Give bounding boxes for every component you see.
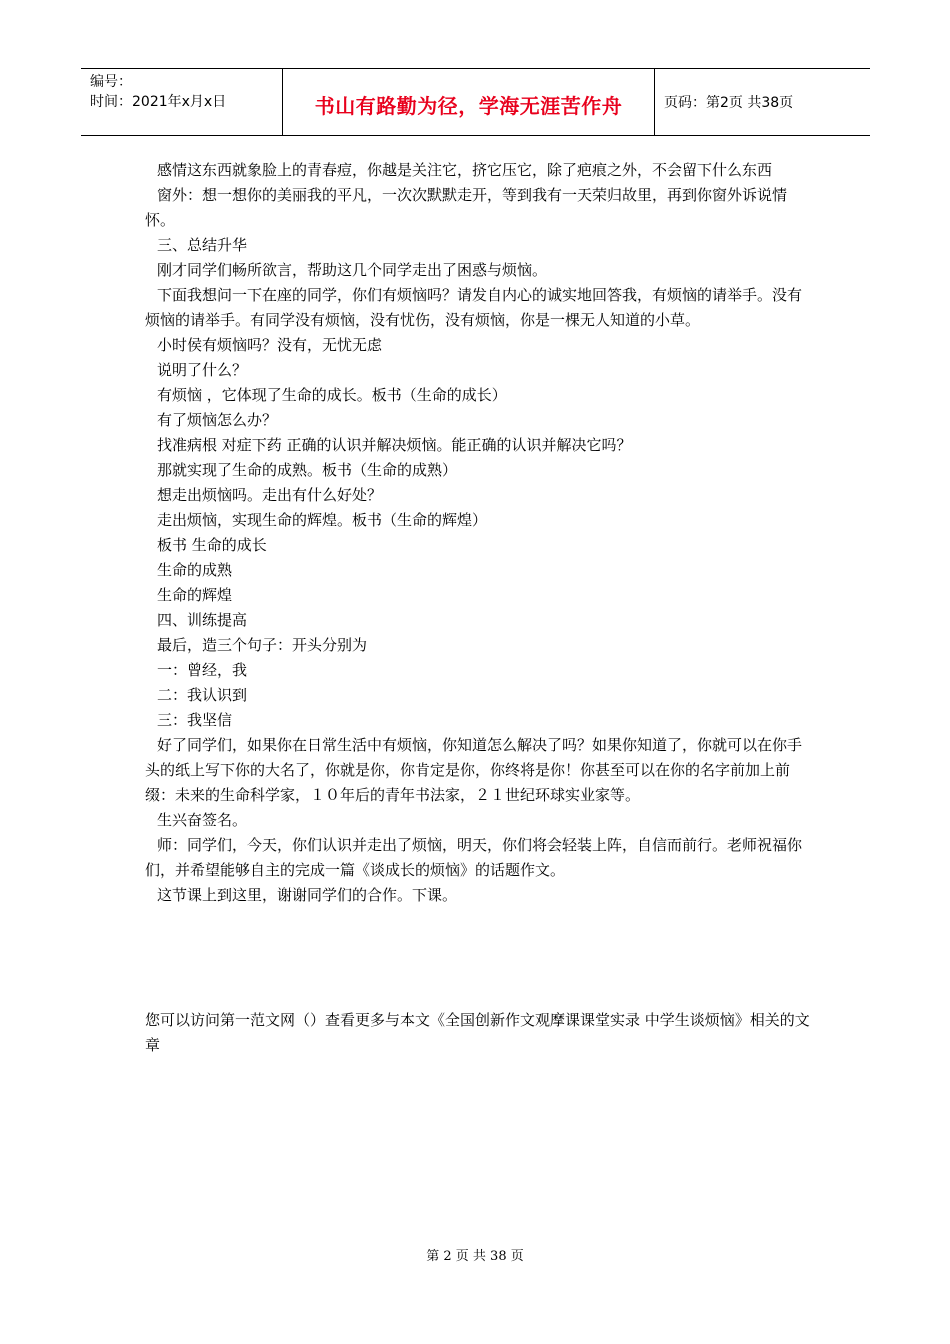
paragraph: 生命的成熟 <box>157 561 233 579</box>
header-page-info: 页码：第2页 共38页 <box>664 95 794 111</box>
document-header <box>81 68 870 136</box>
section-heading: 四、训练提高 <box>157 611 248 629</box>
number-label: 编号： <box>90 74 132 90</box>
paragraph: 有了烦恼怎么办？ <box>157 411 278 429</box>
paragraph: 板书 生命的成长 <box>157 536 267 554</box>
paragraph: 那就实现了生命的成熟。板书（生命的成熟） <box>157 461 458 479</box>
paragraph: 感情这东西就象脸上的青春痘，你越是关注它，挤它压它，除了疤痕之外，不会留下什么东西 <box>157 161 773 179</box>
paragraph: 刚才同学们畅所欲言，帮助这几个同学走出了困惑与烦恼。 <box>157 261 548 279</box>
paragraph: 好了同学们，如果你在日常生活中有烦恼，你知道怎么解决了吗？如果你知道了，你就可以在你手头的纸上写下你的大名了，你就是你，你肯定是你，你终将是你！你甚至可以在你的名字前加上前缀：未来的生命科学家，１０年后的青年书法家，２１世纪环球实业家等。 <box>145 736 803 804</box>
paragraph: 一：曾经，我 <box>157 661 248 679</box>
paragraph: 下面我想问一下在座的同学，你们有烦恼吗？请发自内心的诚实地回答我，有烦恼的请举手。没有烦恼的请举手。有同学没有烦恼，没有忧伤，没有烦恼，你是一棵无人知道的小草。 <box>145 286 803 329</box>
paragraph: 小时侯有烦恼吗？没有，无忧无虑 <box>157 336 383 354</box>
header-motto-cell <box>283 69 655 135</box>
section-heading: 三、总结升华 <box>157 236 248 254</box>
time-label: 时间：2021年x月x日 <box>90 94 227 110</box>
header-motto: 书山有路勤为径，学海无涯苦作舟 <box>314 93 623 118</box>
related-articles-note: 您可以访问第一范文网（）查看更多与本文《全国创新作文观摩课课堂实录 中学生谈烦恼》相关的文章 <box>145 1011 810 1054</box>
paragraph: 最后，造三个句子：开头分别为 <box>157 636 368 654</box>
paragraph: 生命的辉煌 <box>157 586 233 604</box>
paragraph: 师：同学们，今天，你们认识并走出了烦恼，明天，你们将会轻装上阵，自信而前行。老师祝福你们，并希望能够自主的完成一篇《谈成长的烦恼》的话题作文。 <box>145 836 803 879</box>
document-body <box>145 158 813 908</box>
paragraph: 走出烦恼，实现生命的辉煌。板书（生命的辉煌） <box>157 511 488 529</box>
paragraph: 窗外：想一想你的美丽我的平凡，一次次默默走开，等到我有一天荣归故里，再到你窗外诉说情怀。 <box>145 186 788 229</box>
paragraph: 说明了什么？ <box>157 361 248 379</box>
paragraph: 二：我认识到 <box>157 686 248 704</box>
paragraph: 想走出烦恼吗。走出有什么好处？ <box>157 486 383 504</box>
paragraph: 找准病根 对症下药 正确的认识并解决烦恼。能正确的认识并解决它吗？ <box>157 436 632 454</box>
paragraph: 三：我坚信 <box>157 711 233 729</box>
paragraph: 这节课上到这里，谢谢同学们的合作。下课。 <box>157 886 458 904</box>
page-footer: 第 2 页 共 38 页 <box>426 1249 524 1264</box>
header-meta-cell <box>81 69 283 135</box>
paragraph: 有烦恼 ，它体现了生命的成长。板书（生命的成长） <box>157 386 507 404</box>
paragraph: 生兴奋签名。 <box>157 811 248 829</box>
header-page-cell <box>655 69 870 135</box>
